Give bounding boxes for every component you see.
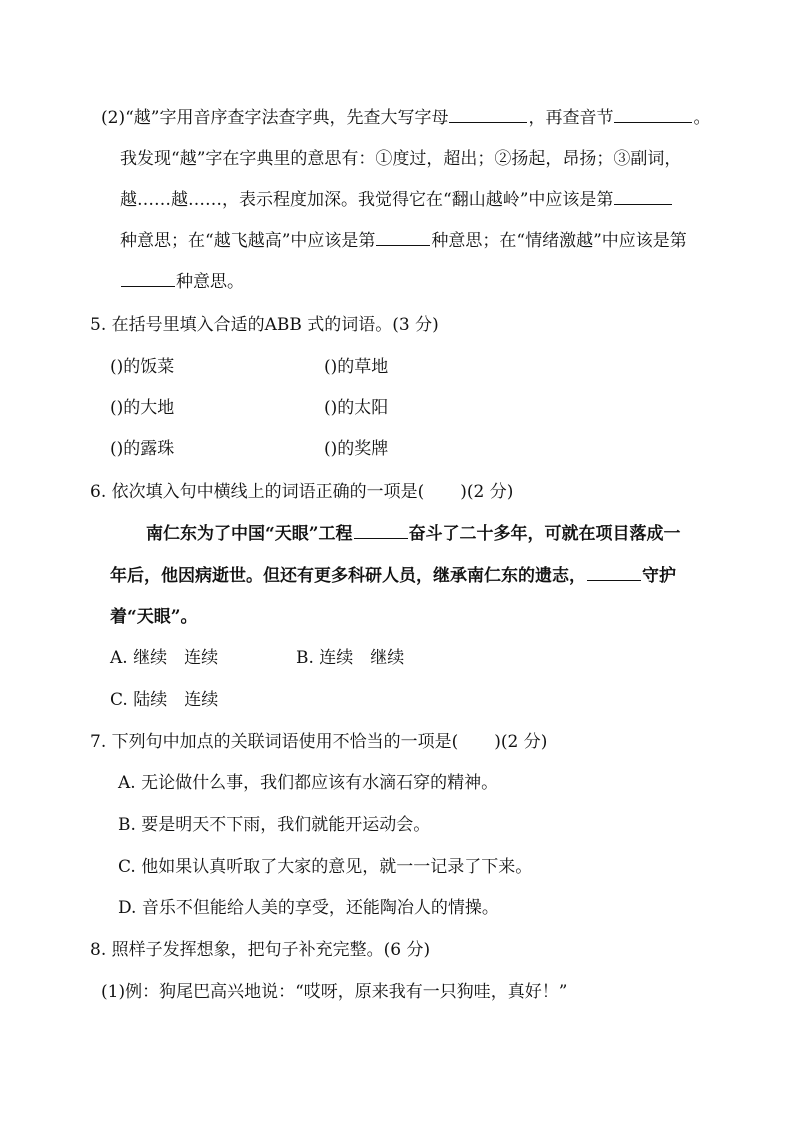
answer-blank[interactable] (449, 106, 527, 123)
q5-item-2[interactable] (324, 355, 388, 379)
q4-2-text-b: ，再查音节 (528, 108, 614, 128)
q6-option-c[interactable] (110, 688, 218, 712)
q5-item-4[interactable] (324, 396, 388, 420)
q7-title (90, 730, 547, 754)
q4-2-text-a: (2)“越”字用音序查字法查字典，先查大写字母 (101, 108, 449, 128)
q6-passage-text: 南仁东为了中国“天眼”工程 (146, 524, 353, 544)
q6-title-text: 6. 依次填入句中横线上的词语正确的一项是( (90, 482, 425, 502)
answer-blank[interactable] (614, 106, 692, 123)
q6-option-b[interactable] (296, 646, 404, 670)
option-label: C. 陆续 连续 (110, 690, 219, 710)
q4-2-text-line4b: 种意思；在“情绪激越”中应该是第 (431, 231, 687, 251)
q5-item-label: )的大地 (116, 398, 175, 418)
q7-option-a[interactable] (118, 771, 498, 795)
q4-2-text-line3: 越……越……，表示程度加深。我觉得它在“翻山越岭”中应该是第 (120, 190, 614, 210)
q6-passage-line-1 (146, 522, 681, 546)
q7-option-b[interactable] (118, 813, 430, 837)
q6-passage-text: 守护 (642, 566, 676, 586)
q5-item-label: )的露珠 (116, 439, 175, 459)
answer-blank[interactable] (121, 270, 175, 287)
paren-open: ( (324, 439, 331, 459)
q6-passage-line-2 (110, 564, 676, 588)
q4-2-line-4 (120, 229, 687, 253)
q5-item-label: )的饭菜 (116, 357, 175, 377)
q5-title-text: 5. 在括号里填入合适的ABB 式的词语。(3 分) (90, 315, 439, 335)
q7-option-c[interactable] (118, 855, 532, 879)
option-label: C. 他如果认真听取了大家的意见，就一一记录了下来。 (118, 857, 533, 877)
q4-2-line-1 (101, 106, 710, 130)
option-label: B. 要是明天不下雨，我们就能开运动会。 (118, 815, 431, 835)
answer-blank[interactable] (354, 522, 408, 539)
paren-open: ( (110, 439, 117, 459)
q5-item-label: )的奖牌 (330, 439, 389, 459)
q6-passage-text: 着“天眼”。 (110, 607, 198, 627)
option-label: D. 音乐不但能给人美的享受，还能陶冶人的情操。 (118, 898, 499, 918)
q5-title (90, 313, 439, 337)
q5-item-3[interactable] (110, 396, 174, 420)
q4-2-text-c: 。 (693, 108, 711, 128)
paren-open: ( (324, 357, 331, 377)
q4-2-text-line2: 我发现“越”字在字典里的意思有：①度过，超出；②扬起，昂扬；③副词， (120, 149, 682, 169)
q7-title-score: )(2 分) (494, 732, 548, 752)
q6-passage-line-3 (110, 605, 198, 629)
option-label: A. 继续 连续 (110, 648, 219, 668)
paren-open: ( (324, 398, 331, 418)
q8-title (90, 938, 430, 962)
q8-title-text: 8. 照样子发挥想象，把句子补充完整。(6 分) (90, 940, 431, 960)
option-label: A. 无论做什么事，我们都应该有水滴石穿的精神。 (118, 773, 499, 793)
q7-title-text: 7. 下列句中加点的关联词语使用不恰当的一项是( (90, 732, 459, 752)
q6-passage-text: 奋斗了二十多年，可就在项目落成一 (408, 524, 681, 544)
q5-item-6[interactable] (324, 437, 388, 461)
q8-example-text: (1)例：狗尾巴高兴地说：“哎呀，原来我有一只狗哇，真好！” (101, 982, 568, 1002)
q4-2-line-2 (120, 147, 681, 171)
answer-blank[interactable] (614, 188, 672, 205)
paren-open: ( (110, 357, 117, 377)
q5-item-label: )的草地 (330, 357, 389, 377)
q5-item-label: )的太阳 (330, 398, 389, 418)
q6-passage-text: 年后，他因病逝世。但还有更多科研人员，继承南仁东的遗志， (110, 566, 586, 586)
q4-2-line-5 (120, 270, 244, 294)
answer-blank[interactable] (376, 229, 430, 246)
q6-option-a[interactable] (110, 646, 218, 670)
q6-title (90, 480, 513, 504)
q4-2-text-line4a: 种意思；在“越飞越高”中应该是第 (120, 231, 376, 251)
option-label: B. 连续 继续 (296, 648, 405, 668)
q7-option-d[interactable] (118, 896, 499, 920)
q8-example (101, 980, 567, 1004)
q5-item-5[interactable] (110, 437, 174, 461)
q4-2-text-line5: 种意思。 (176, 272, 244, 292)
paren-open: ( (110, 398, 117, 418)
answer-blank[interactable] (587, 564, 641, 581)
q6-title-score: )(2 分) (460, 482, 514, 502)
q5-item-1[interactable] (110, 355, 174, 379)
q4-2-line-3 (120, 188, 673, 212)
